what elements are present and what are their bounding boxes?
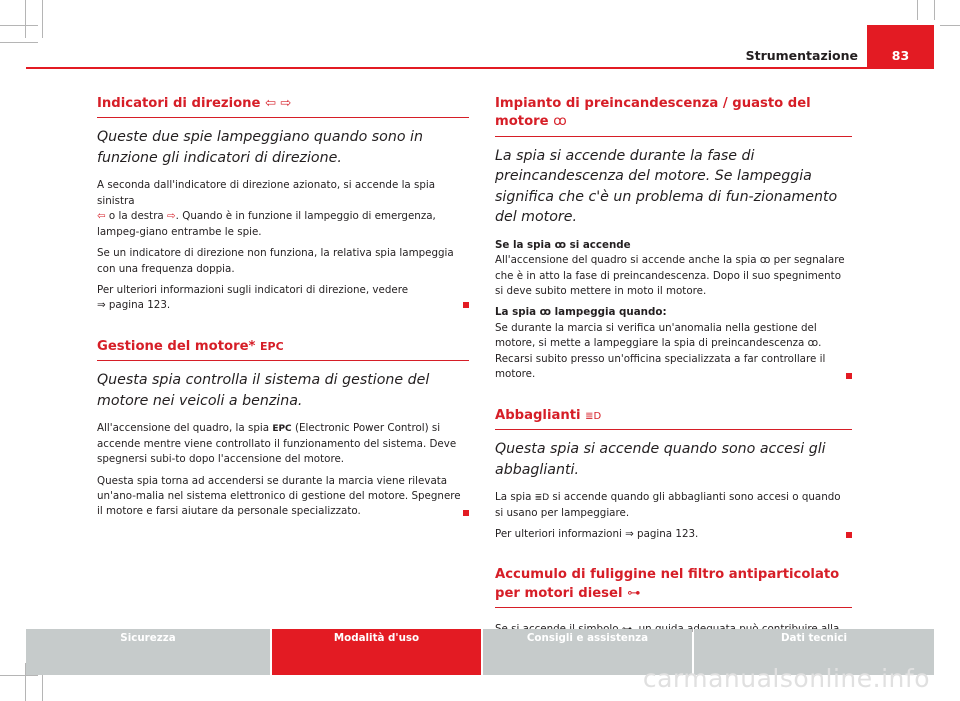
section-end-mark xyxy=(463,510,469,516)
section-lead: Queste due spie lampeggiano quando sono in funzione gli indicatori di direzione. xyxy=(97,129,423,166)
section-lead: Questa spia si accende quando sono accesi gli abbaglianti. xyxy=(495,441,826,478)
crop-mark xyxy=(934,0,935,20)
crop-mark xyxy=(0,42,38,43)
left-column xyxy=(97,95,469,526)
paragraph: All'accensione del quadro, la spia EPC (Electronic Power Control) si accende mentre viene controllato il funzionamento del sistema. Deve spegnersi subi-to dopo l'accensione del motore. xyxy=(97,422,457,466)
epc-icon: EPC xyxy=(260,339,284,353)
nav-tab-sicurezza[interactable]: Sicurezza xyxy=(26,629,270,675)
nav-tab-dati-tecnici[interactable]: Dati tecnici xyxy=(694,629,934,675)
watermark: carmanualsonline.info xyxy=(642,664,930,693)
paragraph: A seconda dall'indicatore di direzione azionato, si accende la spia sinistra ⇦ o la destra ⇨. Quando è in funzione il lampeggio di emergenza, lampeg-giano entrambe le spie. xyxy=(97,179,436,238)
section-title: Accumulo di fuliggine nel filtro antiparticolato per motori diesel ⊶ xyxy=(495,566,852,608)
glow-plug-icon: ꝏ xyxy=(759,254,771,267)
turn-left-icon: ⇦ xyxy=(97,210,106,223)
crop-mark xyxy=(25,0,26,38)
high-beam-icon: ≣D xyxy=(534,493,550,504)
section-end-mark xyxy=(846,373,852,379)
section-lead: La spia si accende durante la fase di preincandescenza del motore. Se lampeggia significa che c'è un problema di fun-zionamento del motore. xyxy=(495,147,838,226)
section-end-mark xyxy=(846,532,852,538)
epc-icon: EPC xyxy=(272,424,292,435)
paragraph: La spia ≣D si accende quando gli abbaglianti sono accesi o quando si usano per lampeggiare. xyxy=(495,491,841,519)
crop-mark xyxy=(0,675,38,676)
paragraph: All'accensione del quadro si accende anche la spia ꝏ per segnalare che è in atto la fase di preincandescenza. Dopo il suo spegnimento si deve subito mettere in moto il motore. xyxy=(495,254,845,298)
section-high-beam xyxy=(495,407,852,543)
section-title: Indicatori di direzione ⇦ ⇨ xyxy=(97,95,469,118)
crop-mark xyxy=(42,0,43,38)
section-title: Impianto di preincandescenza / guasto del motore ꝏ xyxy=(495,95,852,137)
subheading: Se la spia ꝏ si accende xyxy=(495,238,631,251)
section-title: Gestione del motore* EPC xyxy=(97,338,469,361)
subheading: La spia ꝏ lampeggia quando: xyxy=(495,306,667,319)
page-number: 83 xyxy=(891,48,910,63)
crop-mark xyxy=(0,25,38,26)
nav-tab-modalita-uso[interactable]: Modalità d'uso xyxy=(272,629,481,675)
paragraph: Per ulteriori informazioni sugli indicatori di direzione, vedere ⇒ pagina 123. xyxy=(97,283,469,314)
section-title: Abbaglianti ≣D xyxy=(495,407,852,430)
paragraph xyxy=(495,527,852,542)
page-reference-link[interactable]: ⇒ pagina 123. xyxy=(97,299,171,312)
crop-mark xyxy=(940,25,960,26)
right-column xyxy=(495,95,852,659)
chapter-title: Strumentazione xyxy=(745,48,858,63)
section-glow-plug xyxy=(495,95,852,383)
page-reference-link[interactable]: Per ulteriori informazioni ⇒ pagina 123. xyxy=(495,527,699,540)
turn-signal-icon: ⇦ ⇨ xyxy=(265,96,292,111)
particulate-filter-icon: ⊶ xyxy=(627,585,641,601)
paragraph: Questa spia torna ad accendersi se durante la marcia viene rilevata un'ano-malia nel sistema elettronico di gestione del motore. Spegnere il motore e farsi aiutare da personale specializzato. xyxy=(97,474,469,520)
section-lead: Questa spia controlla il sistema di gestione del motore nei veicoli a benzina. xyxy=(97,372,430,409)
high-beam-icon: ≣D xyxy=(585,410,602,422)
header-rule xyxy=(26,67,934,69)
glow-plug-icon: ꝏ xyxy=(553,114,567,130)
glow-plug-icon: ꝏ xyxy=(554,238,566,251)
crop-mark xyxy=(917,0,918,20)
paragraph: Se durante la marcia si verifica un'anomalia nella gestione del motore, si mette a lampeggiare la spia di preincandescenza ꝏ. Recarsi subito presso un'officina specializzata a far controllare il motore. xyxy=(495,321,852,383)
nav-tab-consigli-assistenza[interactable]: Consigli e assistenza xyxy=(483,629,692,675)
paragraph: Se un indicatore di direzione non funziona, la relativa spia lampeggia con una frequenza doppia. xyxy=(97,247,454,275)
section-turn-indicators xyxy=(97,95,469,314)
section-engine-management xyxy=(97,338,469,520)
glow-plug-icon: ꝏ xyxy=(539,306,552,319)
turn-right-icon: ⇨ xyxy=(167,210,176,223)
glow-plug-icon: ꝏ xyxy=(807,337,819,350)
section-end-mark xyxy=(463,302,469,308)
